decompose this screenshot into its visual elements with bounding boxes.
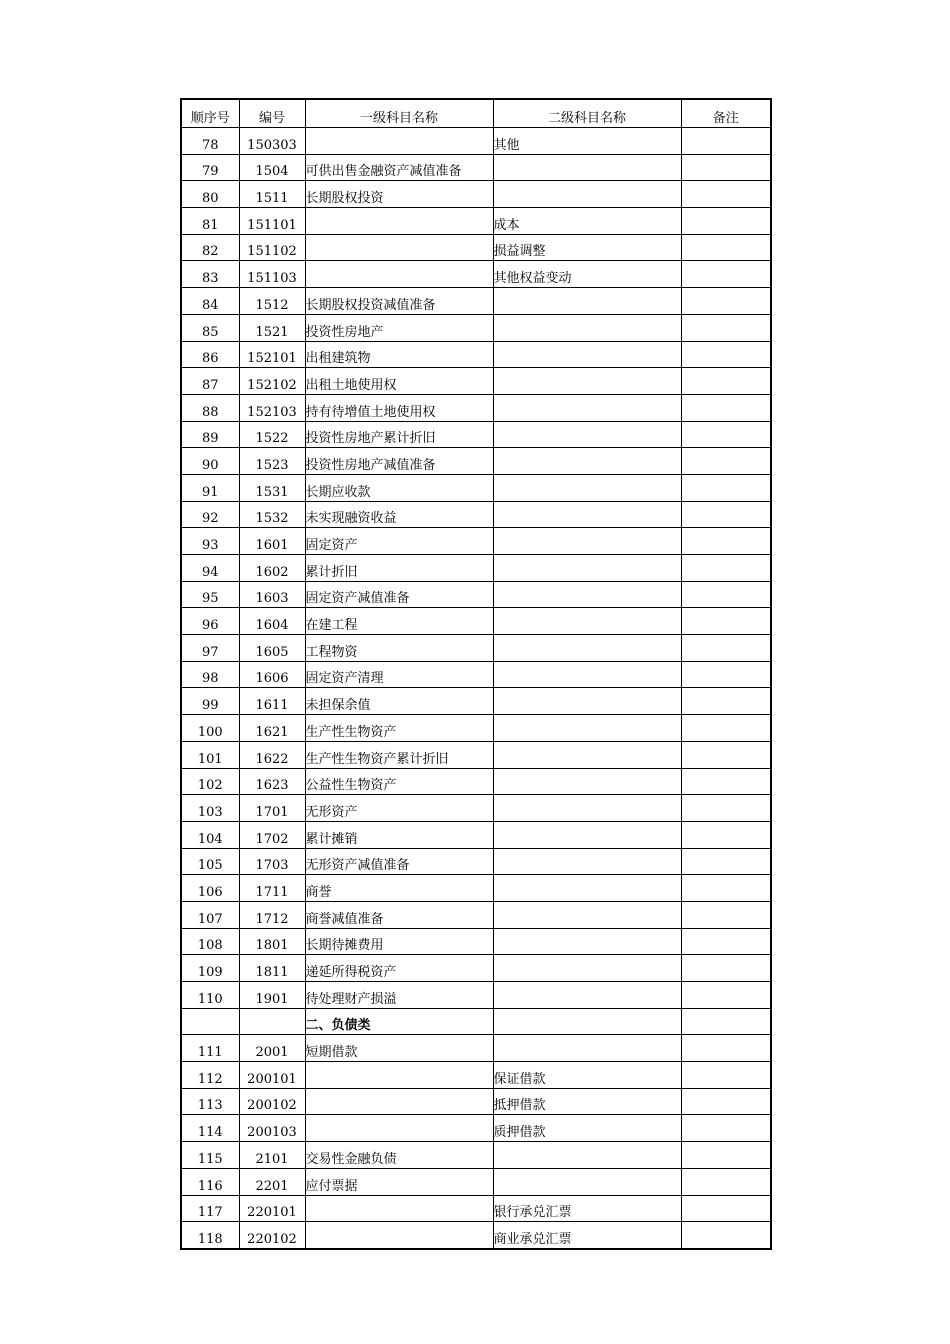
cell-level1: 商誉减值准备 (305, 901, 493, 928)
cell-level1: 持有待增值土地使用权 (305, 394, 493, 421)
cell-level1 (305, 1115, 493, 1142)
cell-level2 (493, 288, 681, 315)
cell-code: 1702 (239, 821, 305, 848)
cell-level1: 长期股权投资 (305, 181, 493, 208)
cell-code: 1901 (239, 982, 305, 1009)
cell-level2: 抵押借款 (493, 1088, 681, 1115)
cell-code: 152102 (239, 368, 305, 395)
cell-level1: 累计折旧 (305, 555, 493, 582)
table-row (181, 1168, 771, 1195)
table-row (181, 314, 771, 341)
cell-level1: 出租土地使用权 (305, 368, 493, 395)
table-row (181, 688, 771, 715)
cell-level1: 长期待摊费用 (305, 928, 493, 955)
cell-note (681, 1088, 771, 1115)
cell-seq: 103 (181, 795, 239, 822)
cell-note (681, 421, 771, 448)
cell-seq: 90 (181, 448, 239, 475)
cell-code: 200103 (239, 1115, 305, 1142)
table-row (181, 261, 771, 288)
table-row (181, 848, 771, 875)
cell-level1 (305, 1088, 493, 1115)
header-code: 编号 (239, 99, 305, 128)
cell-seq: 88 (181, 394, 239, 421)
cell-level1: 长期应收款 (305, 474, 493, 501)
cell-note (681, 581, 771, 608)
cell-level2 (493, 928, 681, 955)
cell-code: 152103 (239, 394, 305, 421)
cell-note (681, 368, 771, 395)
cell-seq: 91 (181, 474, 239, 501)
cell-note (681, 555, 771, 582)
table-row (181, 501, 771, 528)
cell-level2 (493, 154, 681, 181)
cell-note (681, 741, 771, 768)
cell-note (681, 848, 771, 875)
cell-seq: 79 (181, 154, 239, 181)
cell-note (681, 234, 771, 261)
cell-note (681, 1222, 771, 1249)
cell-level2 (493, 661, 681, 688)
cell-code: 2201 (239, 1168, 305, 1195)
cell-seq: 112 (181, 1062, 239, 1089)
cell-level1: 在建工程 (305, 608, 493, 635)
cell-code: 1532 (239, 501, 305, 528)
cell-note (681, 501, 771, 528)
cell-level2 (493, 901, 681, 928)
cell-seq: 97 (181, 635, 239, 662)
cell-level2 (493, 1142, 681, 1169)
cell-note (681, 1195, 771, 1222)
cell-seq: 78 (181, 128, 239, 155)
cell-code: 1606 (239, 661, 305, 688)
cell-code (239, 1008, 305, 1035)
table-row (181, 635, 771, 662)
cell-seq: 113 (181, 1088, 239, 1115)
cell-note (681, 341, 771, 368)
table-row (181, 421, 771, 448)
cell-code: 1604 (239, 608, 305, 635)
cell-level1: 公益性生物资产 (305, 768, 493, 795)
cell-note (681, 1062, 771, 1089)
cell-code: 1811 (239, 955, 305, 982)
cell-code: 1601 (239, 528, 305, 555)
cell-level2 (493, 421, 681, 448)
cell-level1: 投资性房地产减值准备 (305, 448, 493, 475)
cell-code: 200102 (239, 1088, 305, 1115)
cell-level2 (493, 795, 681, 822)
header-level2: 二级科目名称 (493, 99, 681, 128)
table-row (181, 1035, 771, 1062)
cell-seq: 107 (181, 901, 239, 928)
cell-level2 (493, 848, 681, 875)
cell-code: 1602 (239, 555, 305, 582)
table-row (181, 208, 771, 235)
cell-seq: 106 (181, 875, 239, 902)
cell-note (681, 474, 771, 501)
cell-level2 (493, 608, 681, 635)
cell-note (681, 394, 771, 421)
cell-seq: 118 (181, 1222, 239, 1249)
cell-code: 1712 (239, 901, 305, 928)
cell-code: 220101 (239, 1195, 305, 1222)
cell-seq: 116 (181, 1168, 239, 1195)
table-row (181, 474, 771, 501)
cell-level2 (493, 341, 681, 368)
cell-note (681, 154, 771, 181)
cell-level1: 生产性生物资产 (305, 715, 493, 742)
cell-level2: 损益调整 (493, 234, 681, 261)
cell-level1 (305, 1062, 493, 1089)
cell-seq: 98 (181, 661, 239, 688)
cell-code: 220102 (239, 1222, 305, 1249)
cell-note (681, 635, 771, 662)
cell-seq: 86 (181, 341, 239, 368)
cell-seq: 87 (181, 368, 239, 395)
cell-level2 (493, 314, 681, 341)
table-row (181, 181, 771, 208)
table-row (181, 661, 771, 688)
table-row (181, 154, 771, 181)
cell-code: 1603 (239, 581, 305, 608)
cell-level2 (493, 1008, 681, 1035)
cell-code: 152101 (239, 341, 305, 368)
table-row (181, 288, 771, 315)
table-row (181, 528, 771, 555)
cell-seq: 102 (181, 768, 239, 795)
table-body (181, 128, 771, 1249)
cell-code: 1701 (239, 795, 305, 822)
table-row (181, 1222, 771, 1249)
cell-level1: 工程物资 (305, 635, 493, 662)
cell-code: 1621 (239, 715, 305, 742)
table-row (181, 741, 771, 768)
table-row (181, 928, 771, 955)
cell-level2 (493, 474, 681, 501)
table-row (181, 234, 771, 261)
cell-code: 1711 (239, 875, 305, 902)
cell-code: 1521 (239, 314, 305, 341)
cell-note (681, 1008, 771, 1035)
cell-seq: 95 (181, 581, 239, 608)
cell-note (681, 181, 771, 208)
cell-code: 1522 (239, 421, 305, 448)
cell-level2 (493, 688, 681, 715)
cell-note (681, 128, 771, 155)
table-row (181, 394, 771, 421)
cell-level2 (493, 448, 681, 475)
cell-code: 1511 (239, 181, 305, 208)
section-row (181, 1008, 771, 1035)
cell-seq: 110 (181, 982, 239, 1009)
cell-level2: 商业承兑汇票 (493, 1222, 681, 1249)
cell-level2 (493, 368, 681, 395)
table-row (181, 795, 771, 822)
table-row (181, 581, 771, 608)
cell-note (681, 661, 771, 688)
cell-level1: 长期股权投资减值准备 (305, 288, 493, 315)
cell-seq: 85 (181, 314, 239, 341)
cell-level1: 无形资产 (305, 795, 493, 822)
section-title: 二、负债类 (305, 1008, 493, 1035)
table-row (181, 448, 771, 475)
cell-seq: 81 (181, 208, 239, 235)
table-row (181, 341, 771, 368)
table-row (181, 1142, 771, 1169)
table-row (181, 1088, 771, 1115)
cell-seq: 93 (181, 528, 239, 555)
table-row (181, 1195, 771, 1222)
cell-level2 (493, 955, 681, 982)
cell-seq: 83 (181, 261, 239, 288)
cell-note (681, 608, 771, 635)
cell-level1: 生产性生物资产累计折旧 (305, 741, 493, 768)
cell-level1: 短期借款 (305, 1035, 493, 1062)
cell-level2 (493, 1035, 681, 1062)
cell-level2 (493, 715, 681, 742)
cell-note (681, 1035, 771, 1062)
cell-note (681, 1142, 771, 1169)
cell-note (681, 715, 771, 742)
header-seq: 顺序号 (181, 99, 239, 128)
cell-level2: 质押借款 (493, 1115, 681, 1142)
cell-seq: 108 (181, 928, 239, 955)
cell-level1: 固定资产清理 (305, 661, 493, 688)
cell-seq: 109 (181, 955, 239, 982)
cell-code: 1605 (239, 635, 305, 662)
cell-note (681, 688, 771, 715)
cell-seq: 92 (181, 501, 239, 528)
cell-seq: 94 (181, 555, 239, 582)
cell-level2 (493, 528, 681, 555)
table-row (181, 608, 771, 635)
cell-note (681, 1168, 771, 1195)
cell-seq: 114 (181, 1115, 239, 1142)
cell-code: 1512 (239, 288, 305, 315)
table-row (181, 1115, 771, 1142)
cell-seq: 104 (181, 821, 239, 848)
cell-code: 2001 (239, 1035, 305, 1062)
cell-note (681, 208, 771, 235)
cell-seq: 84 (181, 288, 239, 315)
cell-seq: 89 (181, 421, 239, 448)
account-table (180, 98, 772, 1250)
cell-level1: 投资性房地产累计折旧 (305, 421, 493, 448)
cell-level2 (493, 581, 681, 608)
cell-level2 (493, 181, 681, 208)
cell-level2 (493, 394, 681, 421)
cell-note (681, 261, 771, 288)
cell-code: 151101 (239, 208, 305, 235)
cell-note (681, 528, 771, 555)
cell-seq: 101 (181, 741, 239, 768)
cell-level1: 交易性金融负债 (305, 1142, 493, 1169)
cell-seq: 117 (181, 1195, 239, 1222)
cell-level1: 固定资产 (305, 528, 493, 555)
cell-level1: 固定资产减值准备 (305, 581, 493, 608)
cell-level1: 未担保余值 (305, 688, 493, 715)
cell-note (681, 928, 771, 955)
cell-seq: 100 (181, 715, 239, 742)
cell-level1: 投资性房地产 (305, 314, 493, 341)
cell-note (681, 982, 771, 1009)
cell-level1 (305, 261, 493, 288)
cell-level2: 保证借款 (493, 1062, 681, 1089)
header-level1: 一级科目名称 (305, 99, 493, 128)
cell-note (681, 768, 771, 795)
table-row (181, 128, 771, 155)
cell-level2 (493, 768, 681, 795)
cell-code: 1523 (239, 448, 305, 475)
cell-note (681, 901, 771, 928)
cell-code: 2101 (239, 1142, 305, 1169)
cell-code: 1531 (239, 474, 305, 501)
cell-code: 1801 (239, 928, 305, 955)
cell-code: 151102 (239, 234, 305, 261)
cell-code: 151103 (239, 261, 305, 288)
cell-level1 (305, 208, 493, 235)
cell-level1 (305, 1222, 493, 1249)
cell-level1: 商誉 (305, 875, 493, 902)
cell-level2 (493, 982, 681, 1009)
cell-seq: 82 (181, 234, 239, 261)
cell-note (681, 955, 771, 982)
cell-seq: 99 (181, 688, 239, 715)
table-row (181, 368, 771, 395)
cell-level1: 无形资产减值准备 (305, 848, 493, 875)
cell-level2: 其他权益变动 (493, 261, 681, 288)
table-row (181, 555, 771, 582)
cell-level2 (493, 555, 681, 582)
cell-level2 (493, 635, 681, 662)
cell-note (681, 1115, 771, 1142)
cell-note (681, 821, 771, 848)
cell-note (681, 875, 771, 902)
ledger-sheet (180, 98, 770, 1250)
cell-seq (181, 1008, 239, 1035)
cell-level1: 累计摊销 (305, 821, 493, 848)
cell-code: 1623 (239, 768, 305, 795)
table-row (181, 768, 771, 795)
cell-seq: 80 (181, 181, 239, 208)
cell-code: 1504 (239, 154, 305, 181)
cell-note (681, 314, 771, 341)
cell-level2 (493, 741, 681, 768)
table-row (181, 955, 771, 982)
cell-level1: 待处理财产损溢 (305, 982, 493, 1009)
cell-level1 (305, 1195, 493, 1222)
cell-code: 1703 (239, 848, 305, 875)
cell-level2 (493, 875, 681, 902)
table-header (181, 99, 771, 128)
cell-code: 1622 (239, 741, 305, 768)
cell-level2 (493, 1168, 681, 1195)
cell-code: 150303 (239, 128, 305, 155)
cell-level1: 出租建筑物 (305, 341, 493, 368)
cell-level2: 其他 (493, 128, 681, 155)
cell-level2 (493, 501, 681, 528)
cell-seq: 115 (181, 1142, 239, 1169)
cell-seq: 111 (181, 1035, 239, 1062)
cell-seq: 96 (181, 608, 239, 635)
cell-seq: 105 (181, 848, 239, 875)
table-row (181, 982, 771, 1009)
header-note: 备注 (681, 99, 771, 128)
table-row (181, 901, 771, 928)
cell-code: 200101 (239, 1062, 305, 1089)
table-row (181, 875, 771, 902)
cell-level1 (305, 234, 493, 261)
table-row (181, 821, 771, 848)
table-row (181, 1062, 771, 1089)
table-row (181, 715, 771, 742)
cell-level2 (493, 821, 681, 848)
cell-level1: 递延所得税资产 (305, 955, 493, 982)
cell-level1: 可供出售金融资产减值准备 (305, 154, 493, 181)
cell-level1: 未实现融资收益 (305, 501, 493, 528)
cell-note (681, 448, 771, 475)
cell-note (681, 795, 771, 822)
header-row (181, 99, 771, 128)
cell-level2: 成本 (493, 208, 681, 235)
cell-level1: 应付票据 (305, 1168, 493, 1195)
cell-code: 1611 (239, 688, 305, 715)
cell-level1 (305, 128, 493, 155)
cell-note (681, 288, 771, 315)
cell-level2: 银行承兑汇票 (493, 1195, 681, 1222)
